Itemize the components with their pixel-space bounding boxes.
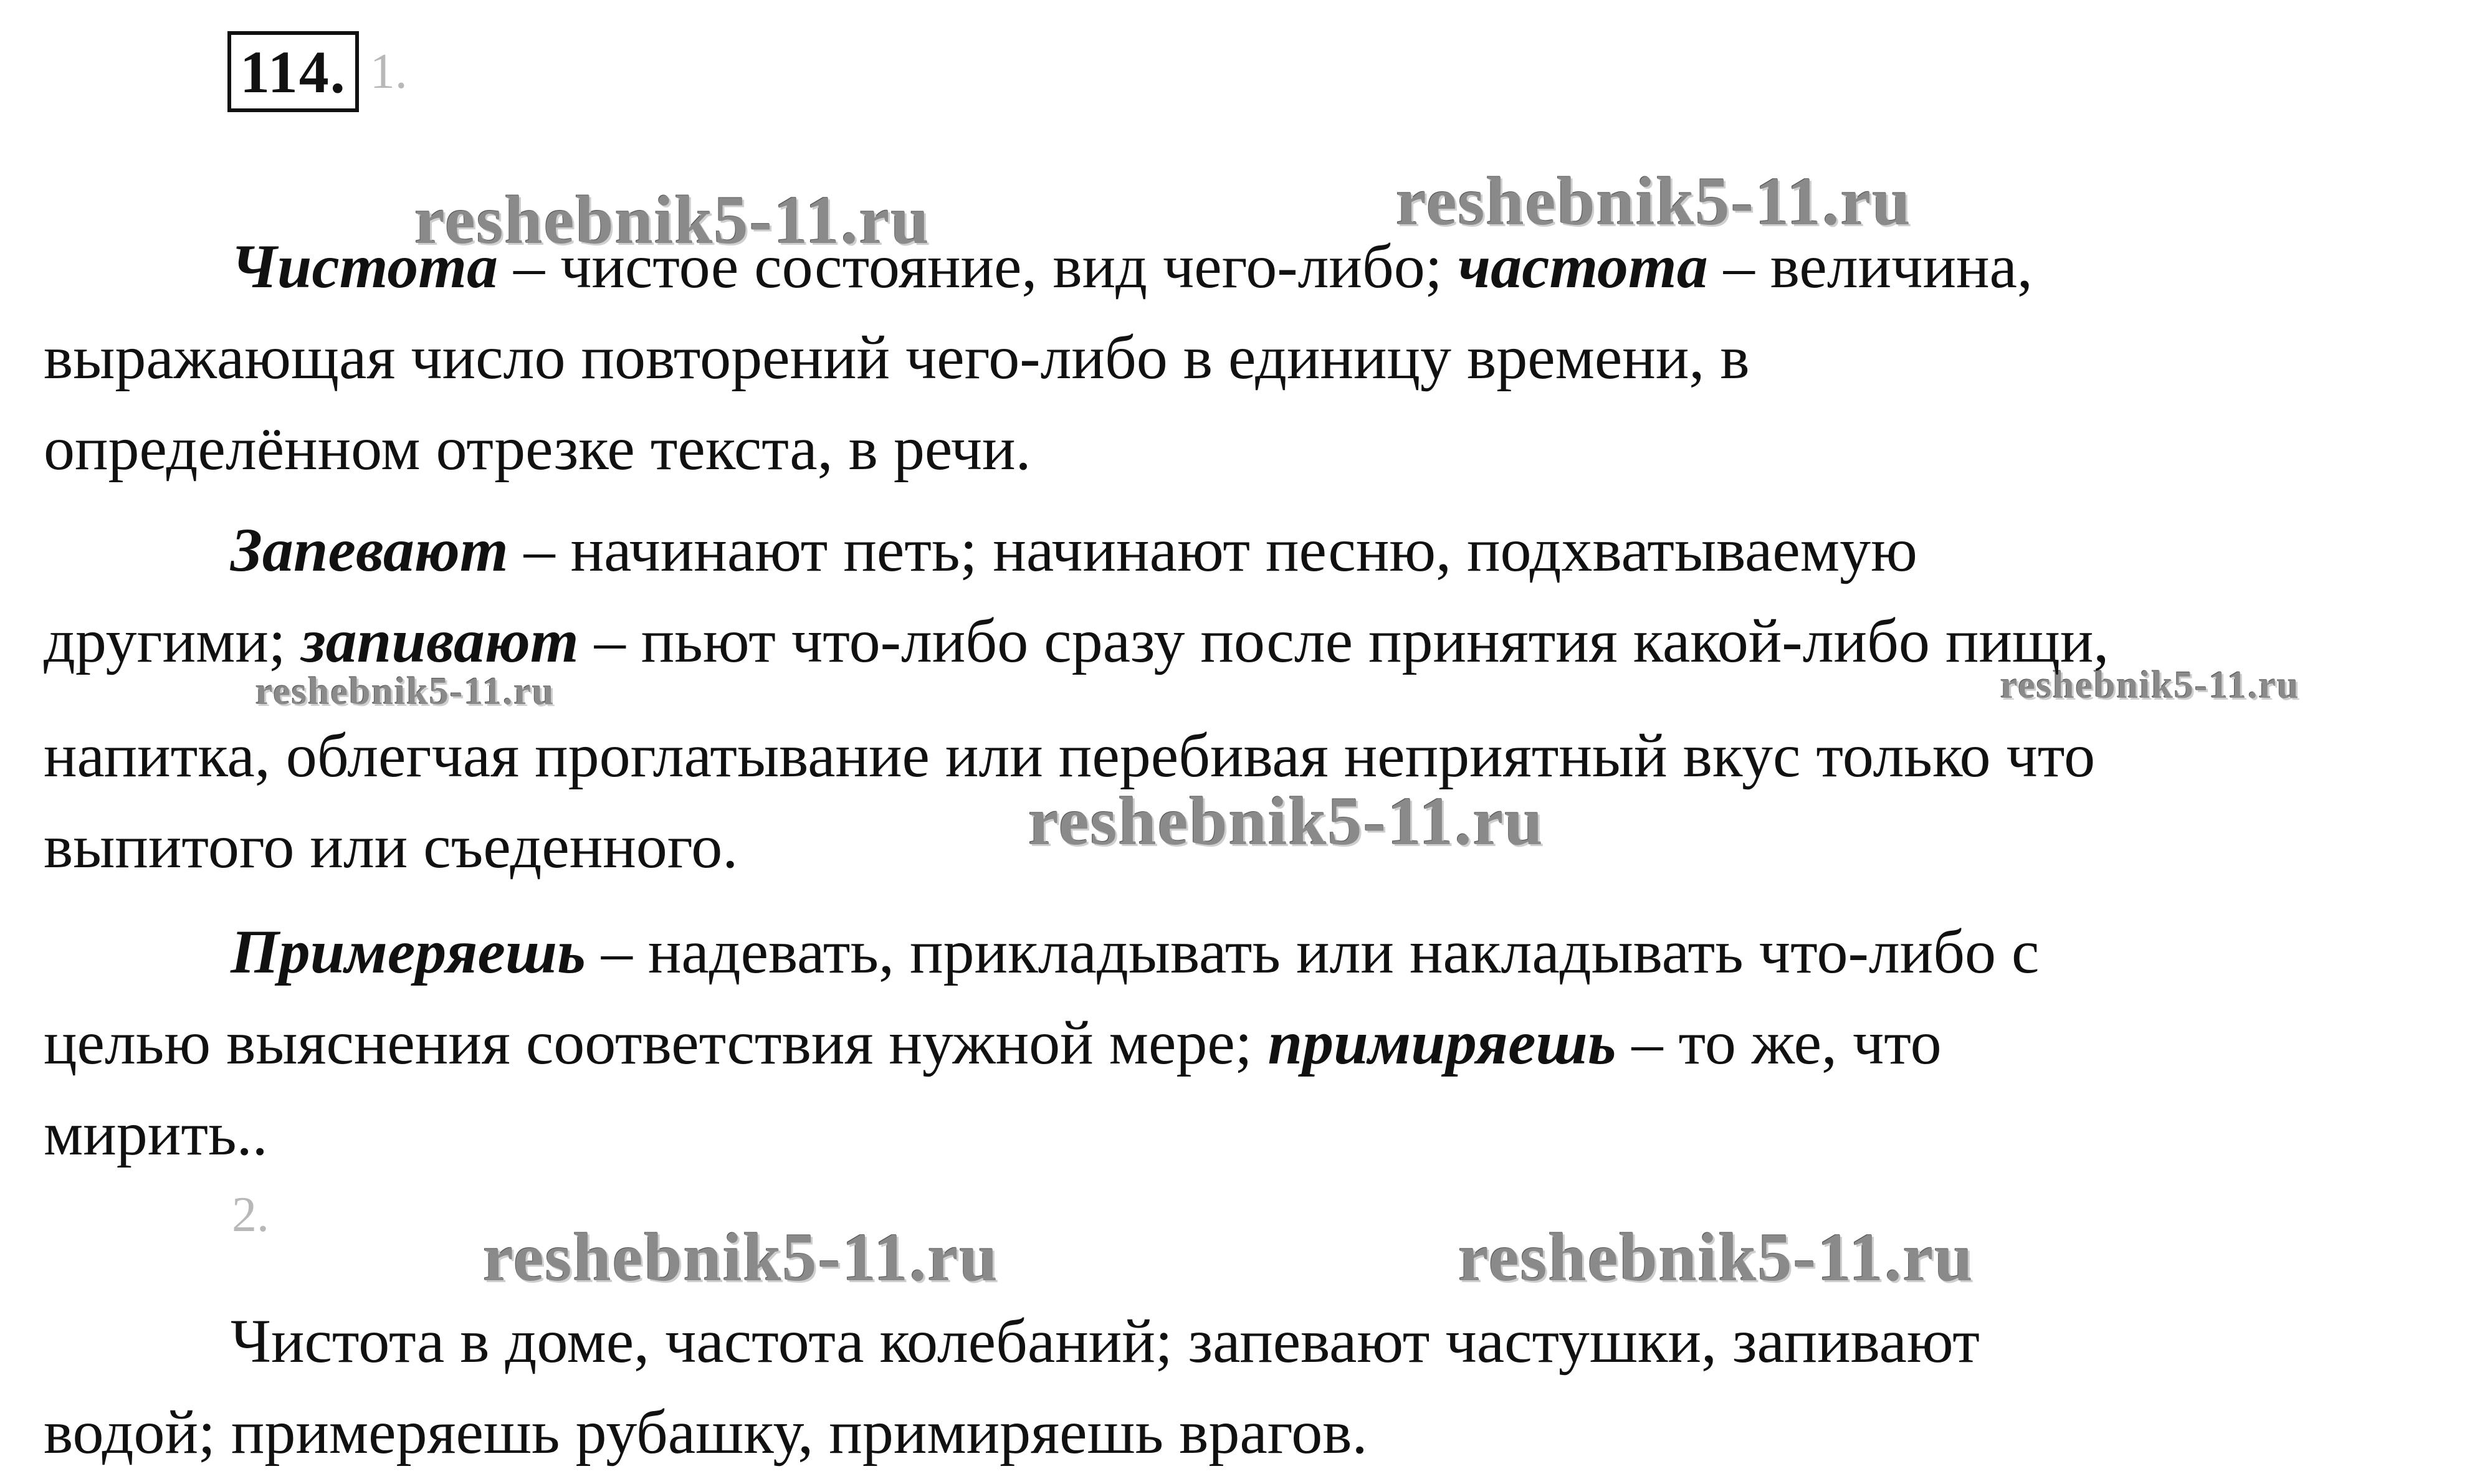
definition-text: целью выяснения соответствия нужной мере; (44, 1008, 1268, 1077)
paragraph-line: напитка, облегчая проглатывание или перебивая неприятный вкус только что (44, 721, 2096, 790)
paragraph-line (44, 997, 2461, 1088)
paragraph-line (44, 596, 2461, 687)
part-2-label: 2. (232, 1187, 269, 1242)
paragraph-line: выражающая число повторений чего-либо в единицу времени, в (44, 323, 1750, 392)
task-number-box (227, 31, 359, 112)
paragraph-line (44, 221, 2461, 312)
paragraph-line: выпитого или съеденного. (44, 812, 738, 881)
definition-text: – чистое состояние, вид чего-либо; (498, 232, 1458, 301)
paragraph-1 (44, 221, 2461, 494)
watermark: reshebnik5-11.ru (1458, 1219, 1974, 1295)
watermark: reshebnik5-11.ru (483, 1219, 999, 1295)
definition-text: – пьют что-либо сразу после принятия какой-либо пищи, (578, 606, 2109, 675)
term-primeryaesh: Примеряешь (231, 917, 586, 986)
paragraph-line: водой; примеряешь рубашку, примиряешь врагов. (44, 1397, 1368, 1467)
definition-text: – то же, что (1616, 1008, 1942, 1077)
definition-text: – величина, (1707, 232, 2033, 301)
task-number-value: 114 (240, 38, 330, 105)
paragraph-4 (44, 1296, 2461, 1478)
paragraph-line (44, 505, 2461, 596)
paragraph-line: мирить.. (44, 1099, 268, 1168)
paragraph-line: определённом отрезке текста, в речи. (44, 414, 1031, 483)
task-number-dot: . (330, 38, 346, 105)
watermark: reshebnik5-11.ru (2000, 664, 2300, 706)
term-chastota: частота (1458, 232, 1708, 301)
watermark: reshebnik5-11.ru (414, 182, 930, 258)
paragraph-2 (44, 505, 2461, 892)
paragraph-line: Чистота в доме, частота колебаний; запевают частушки, запивают (231, 1306, 1980, 1376)
paragraph-3 (44, 906, 2461, 1179)
term-chistota: Чистота (231, 232, 499, 301)
watermark: reshebnik5-11.ru (255, 670, 555, 713)
term-zapivayut: запивают (301, 606, 579, 675)
task-number (227, 31, 408, 112)
term-zapevayut: Запевают (231, 515, 508, 584)
watermark: reshebnik5-11.ru (1396, 163, 1912, 239)
definition-text: другими; (44, 606, 302, 675)
part-1-label: 1. (370, 44, 408, 99)
definition-text: – начинают петь; начинают песню, подхватываемую (508, 515, 1917, 584)
term-primiryaesh: примиряешь (1267, 1008, 1616, 1077)
definition-text: – надевать, прикладывать или накладывать что-либо с (585, 917, 2040, 986)
watermark: reshebnik5-11.ru (1028, 783, 1544, 859)
paragraph-line (44, 906, 2461, 997)
